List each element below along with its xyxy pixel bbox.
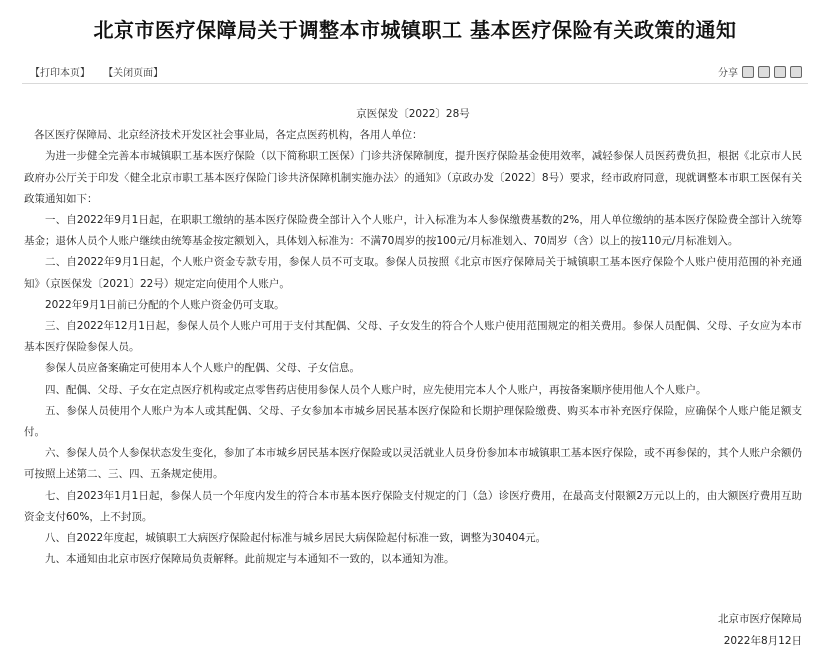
share-more-icon[interactable]: [790, 66, 802, 78]
share-label: 分享: [718, 68, 738, 79]
print-button[interactable]: 【打印本页】: [30, 68, 90, 79]
toolbar-links: [30, 64, 802, 79]
paragraph: 六、参保人员个人参保状态发生变化，参加了本市城乡居民基本医疗保险或以灵活就业人员身份参加本市城镇职工基本医疗保险，或不再参保的，其个人账户余额仍可按照上述第二、三、四、五条规定使用。: [24, 447, 802, 481]
signature-date: 2022年8月12日: [723, 635, 802, 647]
divider: [22, 83, 808, 84]
share-wechat-icon[interactable]: [758, 66, 770, 78]
document-number: 京医保发〔2022〕28号: [356, 108, 470, 120]
greeting: 各区医疗保障局、北京经济技术开发区社会事业局，各定点医药机构，各用人单位：: [34, 129, 423, 142]
share-weibo-icon[interactable]: [742, 66, 754, 78]
paragraph: 一、自2022年9月1日起，在职职工缴纳的基本医疗保险费全部计入个人账户，计入标准为本人参保缴费基数的2%，用人单位缴纳的基本医疗保险费全部计入统筹基金；退休人员个人账户继续由统筹基金按定额划入，具体划入标准为：不满70周岁的按100元/月标准划入、70周岁（含）以上的按110元/月标准划入。: [24, 214, 802, 248]
close-page-button[interactable]: 【关闭页面】: [103, 68, 164, 79]
toolbar: [30, 64, 802, 78]
share-qzone-icon[interactable]: [774, 66, 786, 78]
signature-org: 北京市医疗保障局: [718, 613, 802, 625]
article-body: [24, 104, 802, 570]
paragraph: 参保人员应备案确定可使用本人个人账户的配偶、父母、子女信息。: [45, 362, 360, 375]
paragraph: 五、参保人员使用个人账户为本人或其配偶、父母、子女参加本市城乡居民基本医疗保险和长期护理保险缴费、购买本市补充医疗保险，应确保个人账户能足额支付。: [24, 404, 802, 439]
paragraph: 三、自2022年12月1日起，参保人员个人账户可用于支付其配偶、父母、子女发生的符合个人账户使用范围规定的相关费用。参保人员配偶、父母、子女应为本市基本医疗保险参保人员。: [24, 320, 802, 354]
paragraph: 八、自2022年度起，城镇职工大病医疗保险起付标准与城乡居民大病保险起付标准一致，调整为30404元。: [45, 532, 547, 545]
paragraph: 为进一步健全完善本市城镇职工基本医疗保险（以下简称职工医保）门诊共济保障制度，提升医疗保险基金使用效率，减轻参保人员医药费负担，根据《北京市人民政府办公厅关于印发〈健全北京市职工基本医疗保险门诊共济保障机制实施办法〉的通知》（京政办发〔2022〕8号）要求，经市政府同意，现就调整本市职工医保有关政策通知如下：: [24, 150, 802, 205]
share-bar: [718, 64, 802, 79]
paragraph: 四、配偶、父母、子女在定点医疗机构或定点零售药店使用参保人员个人账户时，应先使用完本人个人账户，再按备案顺序使用他人个人账户。: [45, 383, 707, 396]
paragraph: 2022年9月1日前已分配的个人账户资金仍可支取。: [45, 298, 285, 311]
page-title: 北京市医疗保障局关于调整本市城镇职工 基本医疗保险有关政策的通知: [93, 18, 737, 42]
paragraph: 二、自2022年9月1日起，个人账户资金专款专用，参保人员不可支取。参保人员按照《北京市医疗保障局关于城镇职工基本医疗保险个人账户使用范围的补充通知》（京医保发〔2021〕22号）规定定向使用个人账户。: [24, 256, 802, 290]
paragraph: 七、自2023年1月1日起，参保人员一个年度内发生的符合本市基本医疗保险支付规定的门（急）诊医疗费用，在最高支付限额2万元以上的，由大额医疗费用互助资金支付60%，上不封顶。: [24, 489, 802, 523]
paragraph: 九、本通知由北京市医疗保障局负责解释。此前规定与本通知不一致的，以本通知为准。: [45, 553, 455, 566]
